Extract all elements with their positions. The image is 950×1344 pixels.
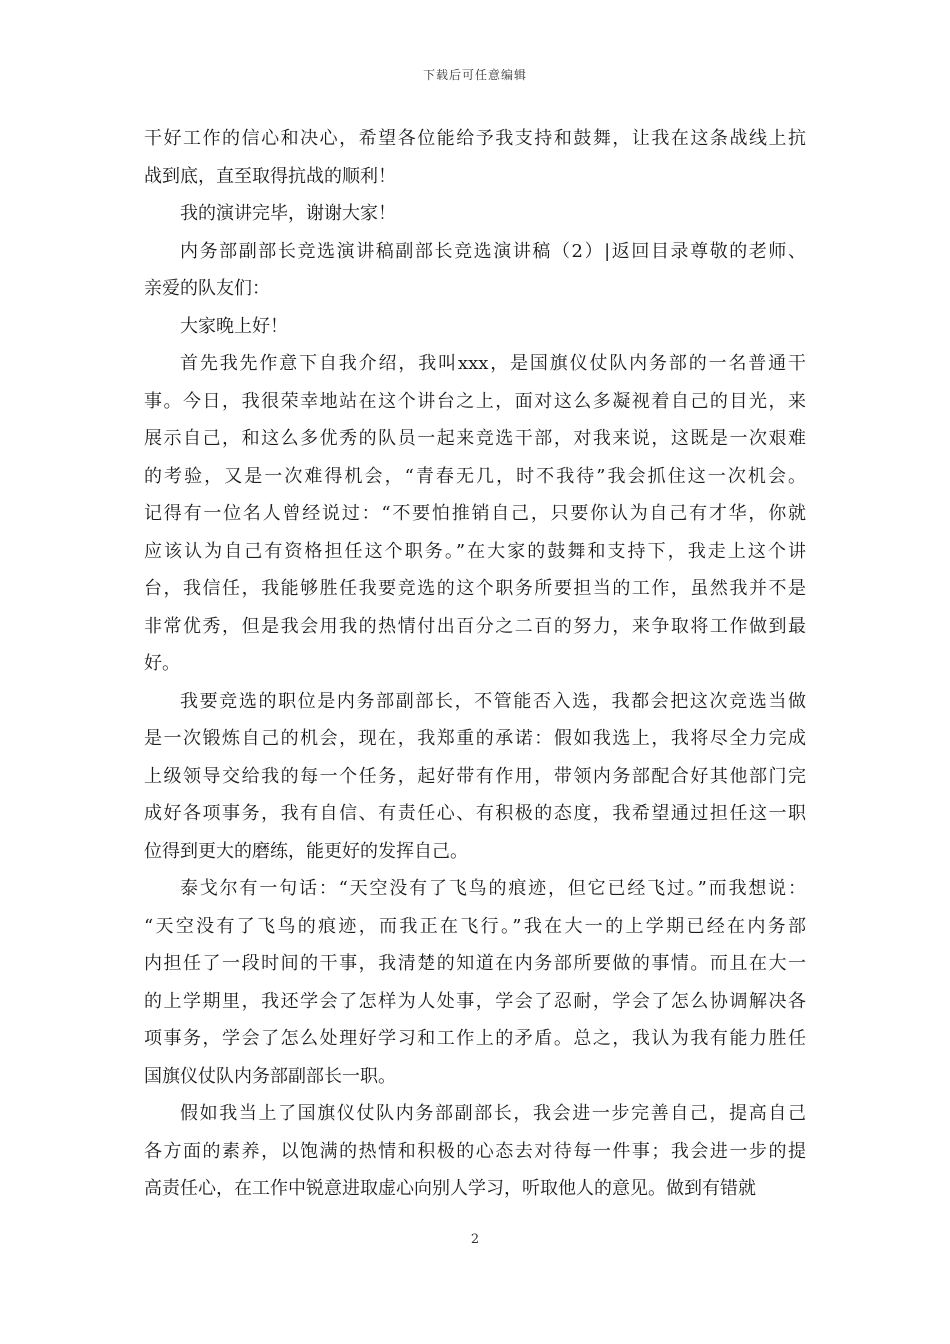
text-line: 我的演讲完毕，谢谢大家！ — [180, 203, 396, 224]
text-line: 假如我当上了国旗仪仗队内务部副部长，我会进一步完善自己，提高自己 — [180, 1103, 806, 1124]
text-line: 战到底，直至取得抗战的顺利！ — [144, 165, 396, 187]
text-line: 内务部副部长竞选演讲稿副部长竞选演讲稿（2）|返回目录尊敬的老师、 — [180, 240, 806, 262]
text-line: 大家晚上好！ — [180, 315, 288, 337]
paragraph — [144, 683, 806, 871]
paragraph — [144, 345, 806, 683]
paragraph — [144, 1095, 806, 1208]
text-line: 上级领导交给我的每一个任务，起好带有作用，带领内务部配合好其他部门完 — [144, 765, 806, 787]
text-line: “天空没有了飞鸟的痕迹，而我正在飞行。”我在大一的上学期已经在内务部 — [144, 915, 806, 937]
text-line: 台，我信任，我能够胜任我要竞选的这个职务所要担当的工作，虽然我并不是 — [144, 578, 806, 599]
text-line: 展示自己，和这么多优秀的队员一起来竞选干部，对我来说，这既是一次艰难 — [144, 428, 806, 449]
text-line: 事。今日，我很荣幸地站在这个讲台之上，面对这么多凝视着自己的目光，来 — [144, 390, 806, 412]
paragraph — [144, 195, 806, 233]
paragraph — [144, 870, 806, 1095]
text-line: 内担任了一段时间的干事，我清楚的知道在内务部所要做的事情。而且在大一 — [144, 953, 806, 974]
text-line: 成好各项事务，我有自信、有责任心、有积极的态度，我希望通过担任这一职 — [144, 803, 806, 824]
paragraph — [144, 308, 806, 346]
text-line: 国旗仪仗队内务部副部长一职。 — [144, 1065, 396, 1087]
text-line: 各方面的素养，以饱满的热情和积极的心态去对待每一件事；我会进一步的提 — [144, 1140, 806, 1162]
text-line: 好。 — [144, 653, 180, 674]
text-line: 干好工作的信心和决心，希望各位能给予我支持和鼓舞，让我在这条战线上抗 — [144, 128, 806, 149]
text-line: 项事务，学会了怎么处理好学习和工作上的矛盾。总之，我认为我有能力胜任 — [144, 1028, 806, 1049]
document-body — [144, 120, 806, 1208]
text-line: 泰戈尔有一句话：“天空没有了飞鸟的痕迹，但它已经飞过。”而我想说： — [180, 878, 806, 899]
text-line: 亲爱的队友们： — [144, 278, 270, 299]
text-line: 首先我先作意下自我介绍，我叫xxx，是国旗仪仗队内务部的一名普通干 — [180, 353, 806, 374]
text-line: 高责任心，在工作中锐意进取虚心向别人学习，听取他人的意见。做到有错就 — [144, 1178, 756, 1199]
text-line: 位得到更大的磨练，能更好的发挥自己。 — [144, 840, 468, 862]
text-line: 的上学期里，我还学会了怎样为人处事，学会了忍耐，学会了怎么协调解决各 — [144, 990, 806, 1012]
paragraph — [144, 233, 806, 308]
text-line: 应该认为自己有资格担任这个职务。”在大家的鼓舞和支持下，我走上这个讲 — [144, 540, 806, 562]
text-line: 我要竞选的职位是内务部副部长，不管能否入选，我都会把这次竞选当做 — [180, 690, 806, 712]
text-line: 的考验，又是一次难得机会，“青春无几，时不我待”我会抓住这一次机会。 — [144, 465, 806, 487]
paragraph — [144, 120, 806, 195]
page-number: 2 — [470, 1232, 480, 1247]
text-line: 非常优秀，但是我会用我的热情付出百分之二百的努力，来争取将工作做到最 — [144, 615, 806, 637]
text-line: 记得有一位名人曾经说过：“不要怕推销自己，只要你认为自己有才华，你就 — [144, 503, 806, 524]
text-line: 是一次锻炼自己的机会，现在，我郑重的承诺：假如我选上，我将尽全力完成 — [144, 728, 806, 749]
page-header: 下载后可任意编辑 — [422, 68, 527, 82]
